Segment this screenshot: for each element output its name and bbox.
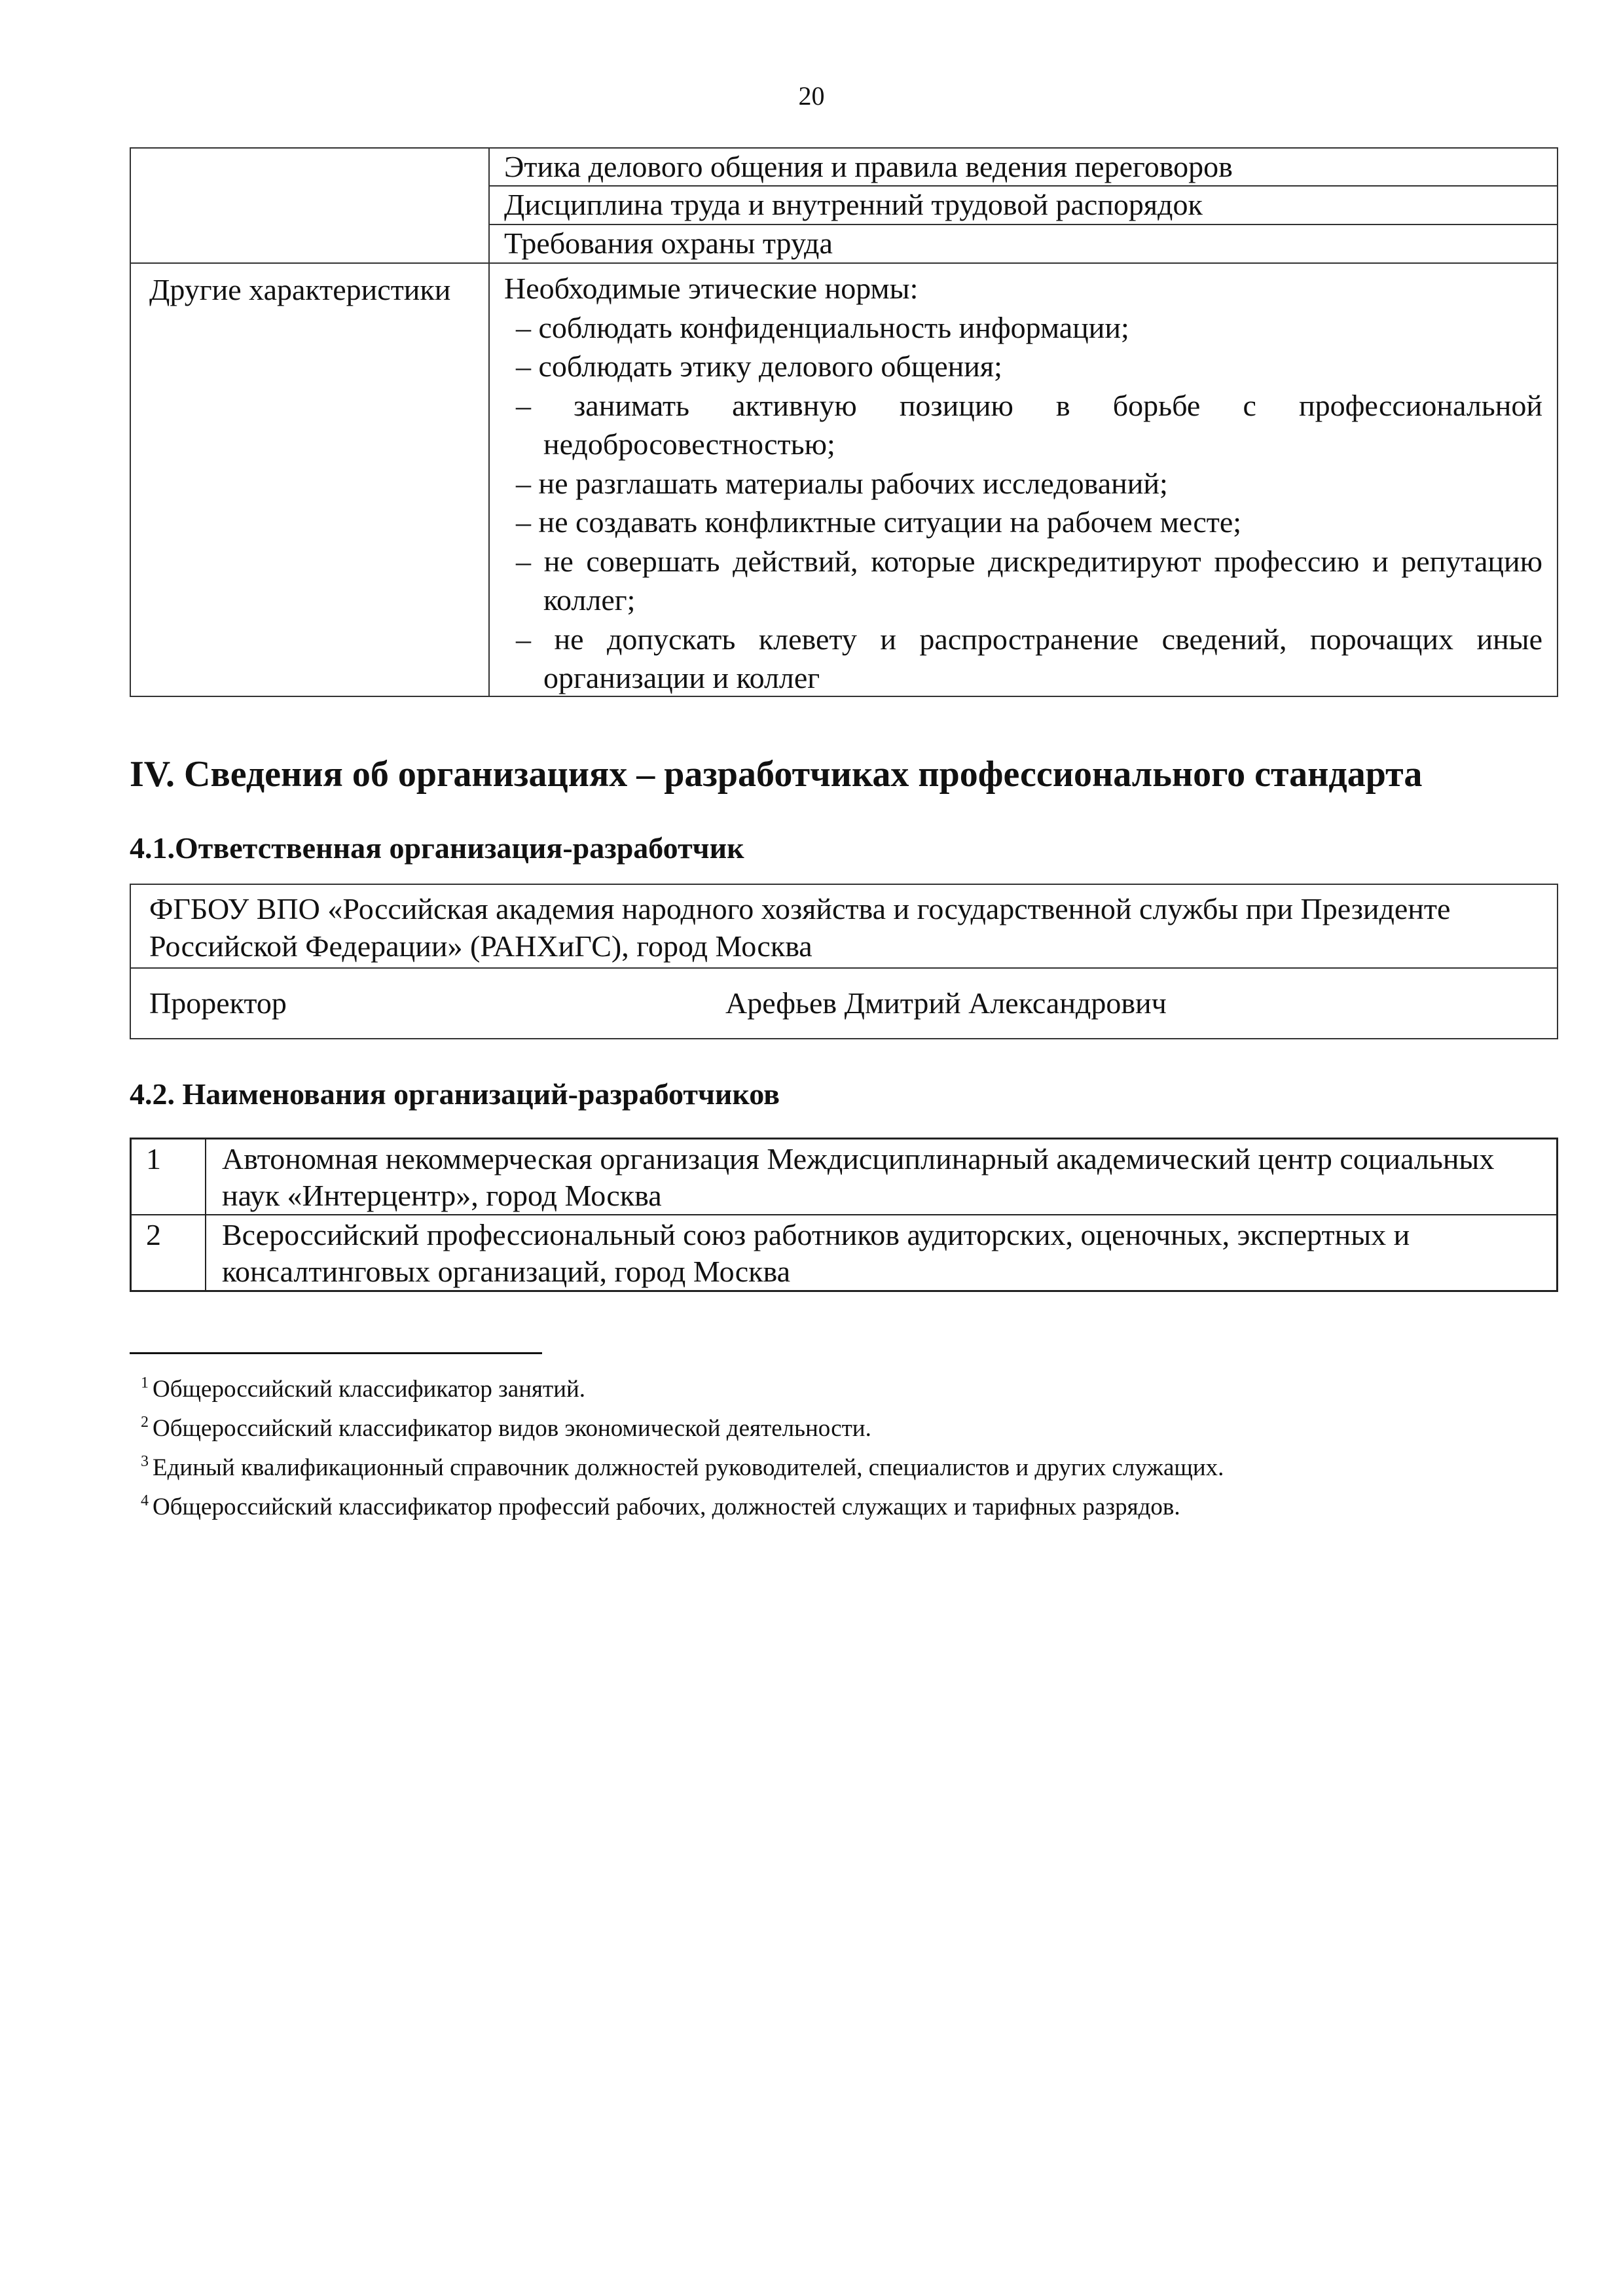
- list-item: – не совершать действий, которые дискредитируют профессию и репутацию коллег;: [504, 542, 1542, 620]
- responsible-org-heading: 4.1.Ответственная организация-разработчик: [130, 831, 744, 865]
- developer-orgs-table: [130, 1138, 1558, 1292]
- footnote-separator: [130, 1352, 542, 1354]
- list-item: – не создавать конфликтные ситуации на рабочем месте;: [504, 503, 1542, 542]
- footnotes: [141, 1367, 1224, 1524]
- responsible-org-table: [130, 884, 1558, 1039]
- table-row: [132, 1139, 1556, 1215]
- footnote-text: Общероссийский классификатор видов экономической деятельности.: [153, 1415, 871, 1442]
- footnote: [141, 1484, 1224, 1524]
- ethical-norms-list: [504, 308, 1542, 698]
- page-number: 20: [798, 81, 825, 111]
- org-name: Всероссийский профессиональный союз работников аудиторских, оценочных, экспертных и консалтинговых организаций, город Москва: [222, 1218, 1410, 1288]
- footnote-text: Общероссийский классификатор профессий рабочих, должностей служащих и тарифных разрядов.: [153, 1494, 1180, 1520]
- row-number: 2: [132, 1215, 206, 1291]
- table-row: [132, 1215, 1556, 1291]
- list-item: – соблюдать этику делового общения;: [504, 347, 1542, 386]
- responsible-org-signatory: [131, 969, 1557, 1038]
- characteristics-table: [130, 147, 1558, 697]
- footnote-mark: 2: [141, 1414, 149, 1431]
- responsible-org-name: ФГБОУ ВПО «Российская академия народного хозяйства и государственной службы при Президенте Российской Федерации» (РАНХиГС), город Москва: [131, 885, 1557, 969]
- row-number: 1: [132, 1139, 206, 1214]
- org-name: Автономная некоммерческая организация Междисциплинарный академический центр социальных наук «Интерцентр», город Москва: [222, 1142, 1495, 1212]
- developer-orgs-heading: 4.2. Наименования организаций-разработчиков: [130, 1077, 780, 1111]
- footnote-mark: 1: [141, 1374, 149, 1391]
- list-item: – не допускать клевету и распространение сведений, порочащих иные организации и коллег: [504, 620, 1542, 698]
- ethical-norms-title: Необходимые этические нормы:: [504, 272, 919, 305]
- person-name: Арефьев Дмитрий Александрович: [725, 986, 1167, 1020]
- footnote-mark: 4: [141, 1492, 149, 1509]
- footnote-text: Единый квалификационный справочник должностей руководителей, специалистов и других служащих.: [153, 1454, 1224, 1481]
- list-item: – не разглашать материалы рабочих исследований;: [504, 464, 1542, 503]
- footnote: [141, 1445, 1224, 1484]
- footnote: [141, 1406, 1224, 1445]
- empty-label-cell: [131, 149, 490, 264]
- ethical-norms-cell: [490, 264, 1557, 697]
- table-row: Этика делового общения и правила ведения переговоров: [490, 149, 1557, 187]
- table-row: Дисциплина труда и внутренний трудовой распорядок: [490, 187, 1557, 225]
- list-item: – соблюдать конфиденциальность информации;: [504, 308, 1542, 348]
- footnote-text: Общероссийский классификатор занятий.: [153, 1376, 586, 1403]
- list-item: – занимать активную позицию в борьбе с профессиональной недобросовестностью;: [504, 386, 1542, 464]
- footnote: [141, 1367, 1224, 1406]
- footnote-mark: 3: [141, 1453, 149, 1470]
- other-characteristics-label: Другие характеристики: [131, 264, 490, 697]
- table-row: Требования охраны труда: [490, 225, 1557, 264]
- position-label: Проректор: [149, 986, 287, 1020]
- section-title: IV. Сведения об организациях – разработчиках профессионального стандарта: [130, 754, 1423, 795]
